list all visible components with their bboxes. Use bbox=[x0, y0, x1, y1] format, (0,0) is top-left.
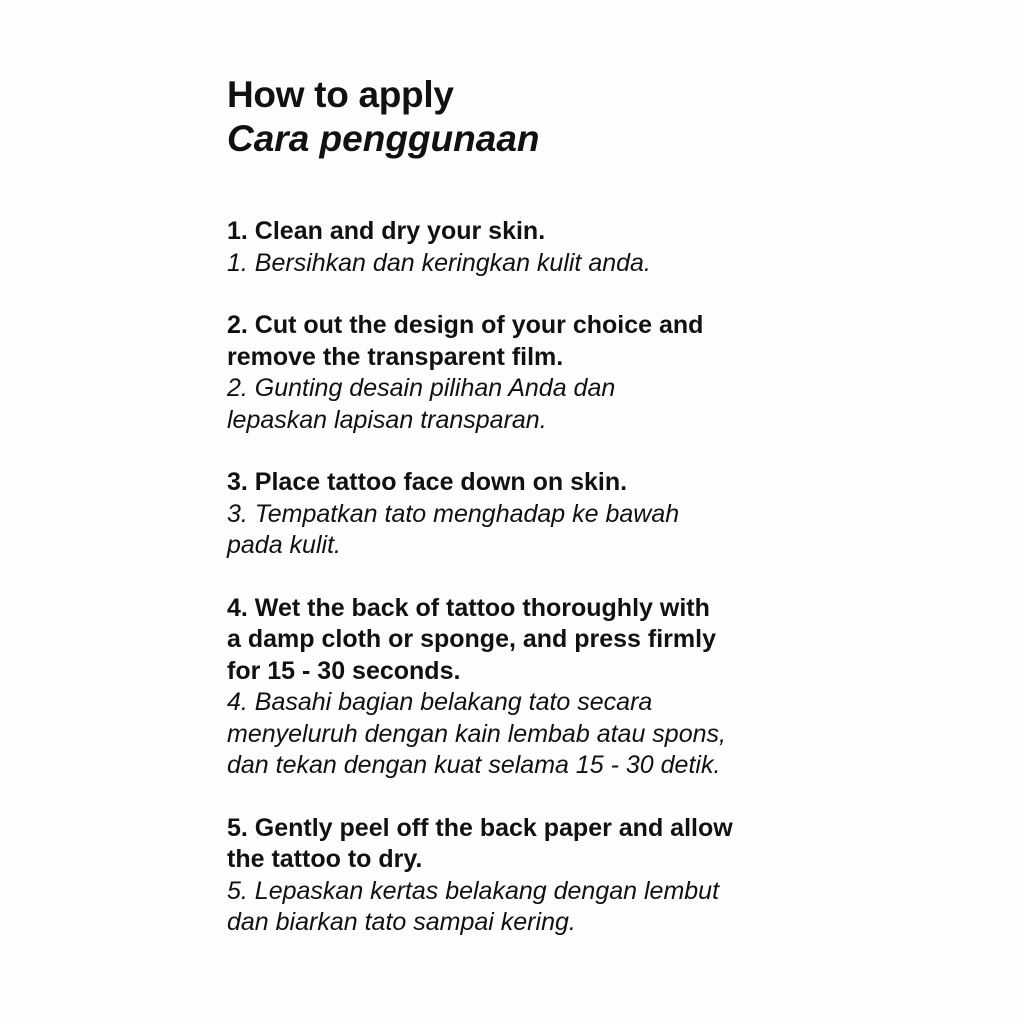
step-1-english bbox=[227, 216, 927, 248]
step-4-english-line: for 15 - 30 seconds. bbox=[227, 656, 461, 685]
step-3-indonesian bbox=[227, 499, 927, 562]
step-4-english bbox=[227, 593, 927, 688]
step-4-indonesian-line: dan tekan dengan kuat selama 15 - 30 detik. bbox=[227, 751, 721, 779]
step-2-indonesian-line: lepaskan lapisan transparan. bbox=[227, 405, 547, 434]
step-5-english-line: 5. Gently peel off the back paper and allow bbox=[227, 813, 733, 842]
step-1-indonesian-line: 1. Bersihkan dan keringkan kulit anda. bbox=[227, 248, 651, 277]
step-5-english-line: the tattoo to dry. bbox=[227, 845, 423, 873]
step-1-english-line: 1. Clean and dry your skin. bbox=[227, 217, 546, 245]
step-4-indonesian-line: menyeluruh dengan kain lembab atau spons, bbox=[227, 719, 726, 748]
steps-list bbox=[227, 216, 927, 939]
step-2-indonesian bbox=[227, 373, 927, 436]
step-5-english bbox=[227, 813, 927, 876]
step-5-indonesian-line: 5. Lepaskan kertas belakang dengan lembut bbox=[227, 876, 720, 905]
step-4-indonesian-line: 4. Basahi bagian belakang tato secara bbox=[227, 688, 653, 716]
step-1 bbox=[227, 216, 927, 279]
step-5-indonesian bbox=[227, 876, 927, 939]
step-2 bbox=[227, 310, 927, 436]
step-2-indonesian-line: 2. Gunting desain pilihan Anda dan bbox=[227, 374, 616, 402]
step-3-english-line: 3. Place tattoo face down on skin. bbox=[227, 468, 628, 496]
step-4-english-line: a damp cloth or sponge, and press firmly bbox=[227, 625, 716, 653]
step-5 bbox=[227, 813, 927, 939]
page-subtitle: Cara penggunaan bbox=[227, 118, 540, 159]
step-2-english-line: 2. Cut out the design of your choice and bbox=[227, 311, 704, 339]
step-2-english bbox=[227, 310, 927, 373]
step-2-english-line: remove the transparent film. bbox=[227, 342, 564, 371]
step-4-english-line: 4. Wet the back of tattoo thoroughly with bbox=[227, 593, 710, 622]
step-4 bbox=[227, 593, 927, 782]
instructions-panel bbox=[227, 72, 927, 970]
page-title: How to apply bbox=[227, 74, 454, 115]
step-1-indonesian bbox=[227, 248, 927, 280]
step-3-english bbox=[227, 467, 927, 499]
step-5-indonesian-line: dan biarkan tato sampai kering. bbox=[227, 908, 576, 936]
step-3-indonesian-line: 3. Tempatkan tato menghadap ke bawah bbox=[227, 499, 680, 528]
step-3-indonesian-line: pada kulit. bbox=[227, 531, 341, 559]
step-4-indonesian bbox=[227, 687, 927, 782]
step-3 bbox=[227, 467, 927, 562]
